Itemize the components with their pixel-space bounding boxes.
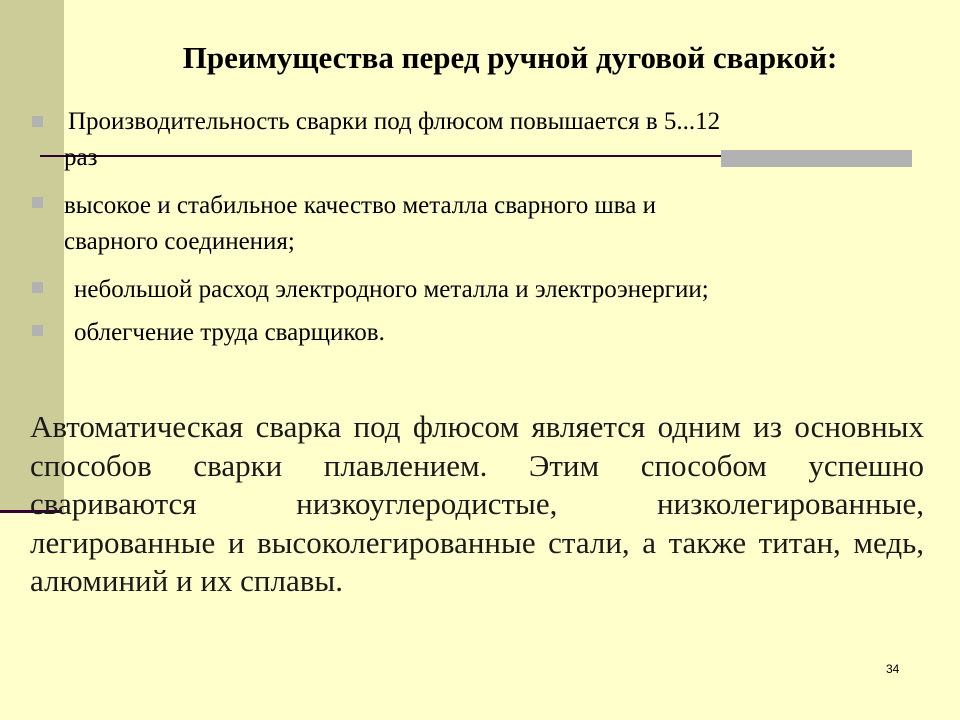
square-bullet-icon (32, 116, 43, 127)
bullet-item (32, 272, 912, 308)
bullet-text-line: Производительность сварки под флюсом повышается в 5...12 (68, 108, 721, 135)
bullet-text-line: высокое и стабильное качество металла сварного шва и (64, 192, 656, 219)
bullet-item (32, 188, 912, 260)
page-number: 34 (886, 662, 900, 676)
slide-title: Преимущества перед ручной дуговой сваркой: (182, 40, 838, 75)
bullet-text-line: облегчение труда сварщиков. (74, 319, 385, 346)
bullet-item (32, 104, 912, 176)
square-bullet-icon (32, 282, 43, 293)
bullet-text-line: раз (64, 144, 98, 171)
bullet-text-line: небольшой расход электродного металла и электроэнергии; (74, 276, 709, 303)
square-bullet-icon (32, 197, 43, 208)
bullet-text-line: сварного соединения; (64, 228, 295, 255)
bullet-item (32, 315, 912, 351)
body-paragraph: Автоматическая сварка под флюсом является одним из основных способов сварки плавлением. Этим способом успешно свариваются низкоуглеродистые, низколегированные, легированные и высоколегированные стали, а также титан, медь, алюминий и их сплавы. (30, 409, 924, 598)
square-bullet-icon (32, 325, 43, 336)
